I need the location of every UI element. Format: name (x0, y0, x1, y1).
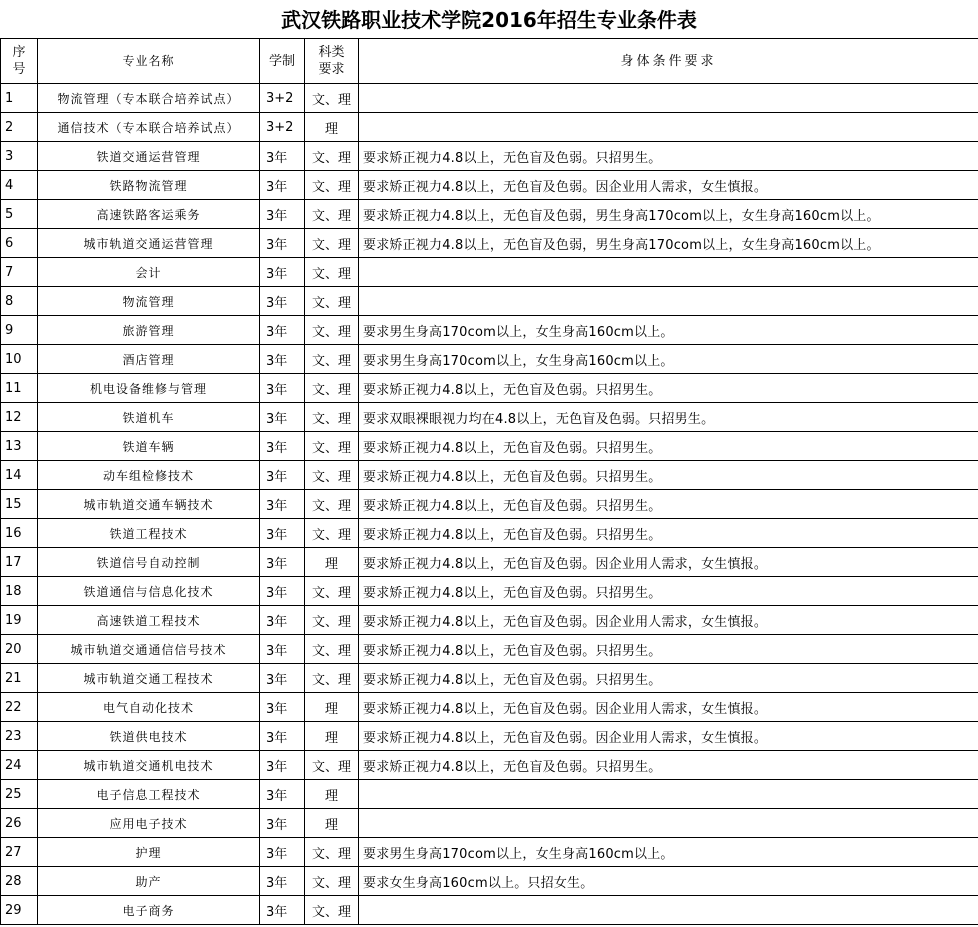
table-row (1, 548, 978, 577)
admission-table (0, 38, 978, 925)
cell-subject: 文、理 (305, 432, 359, 461)
table-row (1, 635, 978, 664)
cell-requirement: 要求矫正视力4.8以上，无色盲及色弱。只招男生。 (359, 142, 978, 171)
table-row (1, 693, 978, 722)
cell-requirement: 要求矫正视力4.8以上，无色盲及色弱。因企业用人需求，女生慎报。 (359, 548, 978, 577)
cell-major-name: 旅游管理 (38, 316, 260, 345)
cell-length: 3年 (260, 722, 305, 751)
cell-length: 3年 (260, 287, 305, 316)
cell-subject: 文、理 (305, 84, 359, 113)
cell-major-name: 助产 (38, 867, 260, 896)
table-row (1, 403, 978, 432)
cell-major-name: 物流管理（专本联合培养试点） (38, 84, 260, 113)
cell-number: 14 (1, 461, 38, 490)
cell-subject: 文、理 (305, 374, 359, 403)
table-header (1, 39, 978, 84)
cell-requirement (359, 780, 978, 809)
cell-length: 3年 (260, 229, 305, 258)
cell-subject: 文、理 (305, 403, 359, 432)
cell-length: 3年 (260, 896, 305, 925)
cell-requirement: 要求矫正视力4.8以上，无色盲及色弱，男生身高170com以上，女生身高160cm以上。 (359, 229, 978, 258)
cell-number: 16 (1, 519, 38, 548)
table-row (1, 200, 978, 229)
header-number-text: 序号 (12, 45, 26, 77)
cell-major-name: 通信技术（专本联合培养试点） (38, 113, 260, 142)
cell-major-name: 城市轨道交通工程技术 (38, 664, 260, 693)
cell-number: 15 (1, 490, 38, 519)
cell-subject: 文、理 (305, 171, 359, 200)
cell-major-name: 机电设备维修与管理 (38, 374, 260, 403)
cell-major-name: 城市轨道交通机电技术 (38, 751, 260, 780)
cell-length: 3年 (260, 316, 305, 345)
cell-major-name: 城市轨道交通通信信号技术 (38, 635, 260, 664)
cell-major-name: 物流管理 (38, 287, 260, 316)
cell-number: 20 (1, 635, 38, 664)
table-row (1, 374, 978, 403)
cell-requirement: 要求矫正视力4.8以上，无色盲及色弱。只招男生。 (359, 461, 978, 490)
cell-requirement: 要求矫正视力4.8以上，无色盲及色弱。只招男生。 (359, 664, 978, 693)
cell-requirement: 要求男生身高170com以上，女生身高160cm以上。 (359, 838, 978, 867)
cell-major-name: 电气自动化技术 (38, 693, 260, 722)
cell-requirement: 要求男生身高170com以上，女生身高160cm以上。 (359, 316, 978, 345)
cell-major-name: 铁道信号自动控制 (38, 548, 260, 577)
cell-subject: 文、理 (305, 287, 359, 316)
cell-major-name: 铁道供电技术 (38, 722, 260, 751)
cell-major-name: 高速铁道工程技术 (38, 606, 260, 635)
header-subject-text: 科类要求 (318, 45, 345, 77)
header-major-name: 专业名称 (38, 39, 260, 84)
cell-number: 5 (1, 200, 38, 229)
cell-major-name: 铁道交通运营管理 (38, 142, 260, 171)
table-row (1, 780, 978, 809)
cell-length: 3年 (260, 664, 305, 693)
cell-number: 13 (1, 432, 38, 461)
cell-requirement: 要求矫正视力4.8以上，无色盲及色弱。只招男生。 (359, 635, 978, 664)
cell-major-name: 城市轨道交通车辆技术 (38, 490, 260, 519)
cell-requirement: 要求双眼裸眼视力均在4.8以上，无色盲及色弱。只招男生。 (359, 403, 978, 432)
cell-number: 27 (1, 838, 38, 867)
table-row (1, 461, 978, 490)
cell-requirement: 要求矫正视力4.8以上，无色盲及色弱，男生身高170com以上，女生身高160cm以上。 (359, 200, 978, 229)
cell-subject: 文、理 (305, 664, 359, 693)
cell-subject: 文、理 (305, 635, 359, 664)
cell-requirement: 要求矫正视力4.8以上，无色盲及色弱。因企业用人需求，女生慎报。 (359, 171, 978, 200)
cell-number: 4 (1, 171, 38, 200)
cell-number: 2 (1, 113, 38, 142)
cell-number: 7 (1, 258, 38, 287)
cell-subject: 理 (305, 113, 359, 142)
table-row (1, 896, 978, 925)
cell-major-name: 电子商务 (38, 896, 260, 925)
cell-number: 8 (1, 287, 38, 316)
cell-major-name: 铁道车辆 (38, 432, 260, 461)
cell-major-name: 应用电子技术 (38, 809, 260, 838)
cell-subject: 文、理 (305, 490, 359, 519)
cell-length: 3年 (260, 142, 305, 171)
cell-length: 3年 (260, 374, 305, 403)
table-body (1, 84, 978, 925)
table-row (1, 838, 978, 867)
cell-length: 3年 (260, 809, 305, 838)
cell-length: 3年 (260, 519, 305, 548)
cell-number: 17 (1, 548, 38, 577)
cell-major-name: 铁道机车 (38, 403, 260, 432)
cell-subject: 文、理 (305, 751, 359, 780)
cell-length: 3年 (260, 490, 305, 519)
table-row (1, 751, 978, 780)
cell-major-name: 高速铁路客运乘务 (38, 200, 260, 229)
table-row (1, 490, 978, 519)
cell-length: 3年 (260, 461, 305, 490)
cell-subject: 理 (305, 809, 359, 838)
cell-requirement: 要求矫正视力4.8以上，无色盲及色弱。因企业用人需求，女生慎报。 (359, 693, 978, 722)
cell-major-name: 铁道通信与信息化技术 (38, 577, 260, 606)
table-row (1, 142, 978, 171)
cell-number: 19 (1, 606, 38, 635)
cell-subject: 文、理 (305, 142, 359, 171)
cell-number: 11 (1, 374, 38, 403)
table-row (1, 229, 978, 258)
cell-requirement (359, 896, 978, 925)
cell-length: 3+2 (260, 113, 305, 142)
cell-number: 23 (1, 722, 38, 751)
cell-requirement: 要求女生身高160cm以上。只招女生。 (359, 867, 978, 896)
cell-requirement (359, 809, 978, 838)
cell-requirement: 要求矫正视力4.8以上，无色盲及色弱。只招男生。 (359, 374, 978, 403)
cell-subject: 文、理 (305, 867, 359, 896)
cell-number: 3 (1, 142, 38, 171)
cell-requirement (359, 113, 978, 142)
cell-subject: 文、理 (305, 838, 359, 867)
cell-length: 3年 (260, 577, 305, 606)
cell-subject: 理 (305, 780, 359, 809)
cell-length: 3年 (260, 838, 305, 867)
cell-length: 3年 (260, 548, 305, 577)
cell-requirement (359, 258, 978, 287)
cell-number: 29 (1, 896, 38, 925)
cell-length: 3年 (260, 693, 305, 722)
table-row (1, 664, 978, 693)
cell-number: 18 (1, 577, 38, 606)
cell-major-name: 酒店管理 (38, 345, 260, 374)
cell-length: 3+2 (260, 84, 305, 113)
cell-number: 10 (1, 345, 38, 374)
table-row (1, 316, 978, 345)
header-number (1, 39, 38, 84)
cell-requirement: 要求矫正视力4.8以上，无色盲及色弱。只招男生。 (359, 432, 978, 461)
cell-subject: 文、理 (305, 316, 359, 345)
cell-number: 1 (1, 84, 38, 113)
cell-subject: 文、理 (305, 519, 359, 548)
cell-subject: 理 (305, 722, 359, 751)
cell-requirement (359, 287, 978, 316)
cell-major-name: 会计 (38, 258, 260, 287)
cell-length: 3年 (260, 171, 305, 200)
cell-subject: 文、理 (305, 577, 359, 606)
cell-subject: 文、理 (305, 345, 359, 374)
cell-number: 26 (1, 809, 38, 838)
cell-major-name: 动车组检修技术 (38, 461, 260, 490)
cell-length: 3年 (260, 751, 305, 780)
cell-number: 9 (1, 316, 38, 345)
cell-requirement: 要求矫正视力4.8以上，无色盲及色弱。只招男生。 (359, 490, 978, 519)
cell-subject: 文、理 (305, 229, 359, 258)
cell-requirement: 要求矫正视力4.8以上，无色盲及色弱。因企业用人需求，女生慎报。 (359, 722, 978, 751)
cell-requirement: 要求矫正视力4.8以上，无色盲及色弱。只招男生。 (359, 751, 978, 780)
cell-subject: 文、理 (305, 258, 359, 287)
cell-subject: 文、理 (305, 896, 359, 925)
table-row (1, 171, 978, 200)
cell-length: 3年 (260, 258, 305, 287)
cell-major-name: 护理 (38, 838, 260, 867)
table-row (1, 519, 978, 548)
cell-subject: 文、理 (305, 606, 359, 635)
cell-length: 3年 (260, 606, 305, 635)
cell-subject: 文、理 (305, 461, 359, 490)
cell-length: 3年 (260, 200, 305, 229)
table-row (1, 113, 978, 142)
cell-number: 21 (1, 664, 38, 693)
table-row (1, 722, 978, 751)
cell-length: 3年 (260, 635, 305, 664)
table-row (1, 287, 978, 316)
cell-major-name: 城市轨道交通运营管理 (38, 229, 260, 258)
table-row (1, 345, 978, 374)
cell-requirement: 要求矫正视力4.8以上，无色盲及色弱。只招男生。 (359, 577, 978, 606)
cell-number: 25 (1, 780, 38, 809)
cell-number: 12 (1, 403, 38, 432)
page-title: 武汉铁路职业技术学院2016年招生专业条件表 (281, 8, 697, 32)
table-row (1, 577, 978, 606)
cell-number: 22 (1, 693, 38, 722)
header-requirement: 身体条件要求 (359, 39, 978, 84)
table-row (1, 867, 978, 896)
cell-requirement: 要求男生身高170com以上，女生身高160cm以上。 (359, 345, 978, 374)
cell-length: 3年 (260, 345, 305, 374)
header-length: 学制 (260, 39, 305, 84)
table-row (1, 809, 978, 838)
table-row (1, 606, 978, 635)
table-row (1, 84, 978, 113)
cell-length: 3年 (260, 867, 305, 896)
table-row (1, 432, 978, 461)
cell-major-name: 铁道工程技术 (38, 519, 260, 548)
table-row (1, 258, 978, 287)
cell-major-name: 电子信息工程技术 (38, 780, 260, 809)
cell-number: 24 (1, 751, 38, 780)
cell-number: 6 (1, 229, 38, 258)
header-subject (305, 39, 359, 84)
cell-major-name: 铁路物流管理 (38, 171, 260, 200)
cell-number: 28 (1, 867, 38, 896)
cell-subject: 文、理 (305, 200, 359, 229)
cell-length: 3年 (260, 403, 305, 432)
cell-subject: 理 (305, 693, 359, 722)
cell-length: 3年 (260, 780, 305, 809)
cell-subject: 理 (305, 548, 359, 577)
cell-requirement: 要求矫正视力4.8以上，无色盲及色弱。只招男生。 (359, 519, 978, 548)
cell-requirement: 要求矫正视力4.8以上，无色盲及色弱。因企业用人需求，女生慎报。 (359, 606, 978, 635)
cell-length: 3年 (260, 432, 305, 461)
cell-requirement (359, 84, 978, 113)
